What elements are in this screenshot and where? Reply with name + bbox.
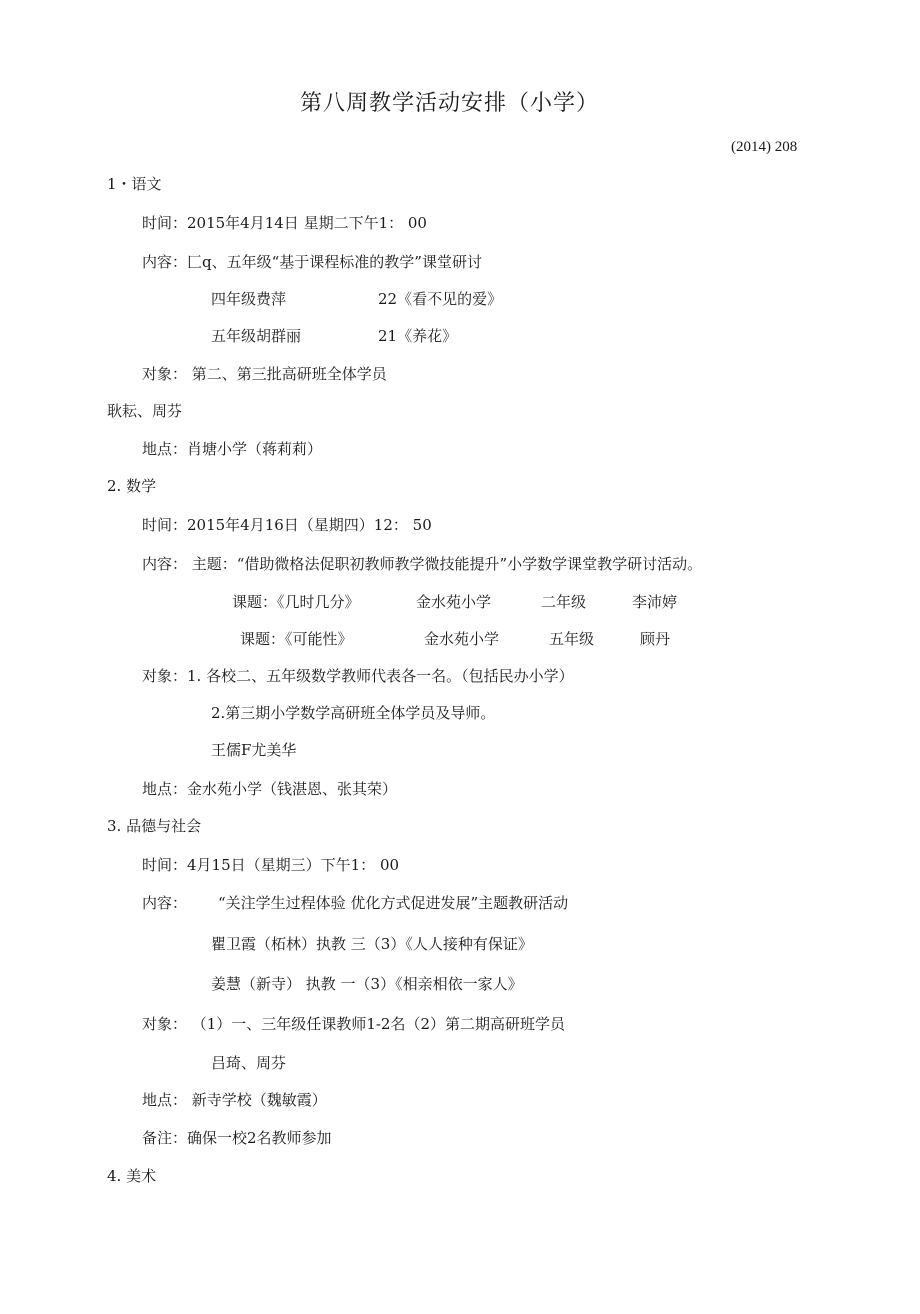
remark-line: 备注：确保一校2名教师参加 [142,1129,332,1147]
lesson-line: 姜慧（新寺） 执教 一（3）《相亲相依一家人》 [211,975,523,993]
organizers-line: 耿耘、周芬 [107,402,183,420]
time-line: 时间：4月15日（星期三）下午1： 00 [142,856,400,874]
lesson-grade: 五年级 [549,630,595,648]
section-heading: 2. 数学 [107,477,157,495]
organizers-line: 吕琦、周芬 [211,1054,287,1072]
lesson-teacher: 四年级费萍 [211,290,287,308]
lesson-title: 21《养花》 [378,327,458,345]
audience-line: 对象：1. 各校二、五年级数学教师代表各一名。（包括民办小学） [142,667,574,685]
lesson-grade: 二年级 [541,593,587,611]
content-line: 内容： 主题：“借助微格法促职初教师教学微技能提升”小学数学课堂教学研讨活动。 [142,555,703,573]
location-line: 地点：金水苑小学（钱湛恩、张其荣） [142,780,398,798]
audience-line: 2.第三期小学数学高研班全体学员及导师。 [211,704,496,722]
time-line: 时间：2015年4月16日（星期四）12： 50 [142,516,432,534]
location-line: 地点： 新寺学校（魏敏霞） [142,1091,327,1109]
content-topic: “关注学生过程体验 优化方式促进发展”主题教研活动 [218,894,569,912]
lesson-school: 金水苑小学 [424,630,500,648]
content-label: 内容： [142,894,188,912]
location-line: 地点：肖塘小学（蒋莉莉） [142,440,323,458]
content-line: 内容：匚q、五年级“基于课程标准的教学”课堂研讨 [142,253,482,271]
lesson-school: 金水苑小学 [416,593,492,611]
section-heading: 1・语文 [107,175,162,193]
lesson-teacher: 李沛婷 [632,593,678,611]
lesson-title: 22《看不见的爱》 [378,290,503,308]
audience-line: 对象： （1）一、三年级任课教师1-2名（2）第二期高研班学员 [142,1015,566,1033]
organizers-line: 王儒F尤美华 [211,741,297,759]
lesson-topic: 课题：《几时几分》 [232,593,360,611]
section-heading: 3. 品德与社会 [107,817,202,835]
document-title: 第八周教学活动安排（小学） [300,91,600,116]
lesson-topic: 课题：《可能性》 [240,630,353,648]
audience-line: 对象： 第二、第三批高研班全体学员 [142,365,387,383]
time-line: 时间：2015年4月14日 星期二下午1： 00 [142,214,427,232]
lesson-teacher: 五年级胡群丽 [211,327,302,345]
lesson-teacher: 顾丹 [640,630,671,648]
section-heading: 4. 美术 [107,1167,157,1185]
lesson-line: 瞿卫霞（柘林）执教 三（3）《人人接种有保证》 [211,935,533,953]
document-number: (2014) 208 [731,139,798,155]
